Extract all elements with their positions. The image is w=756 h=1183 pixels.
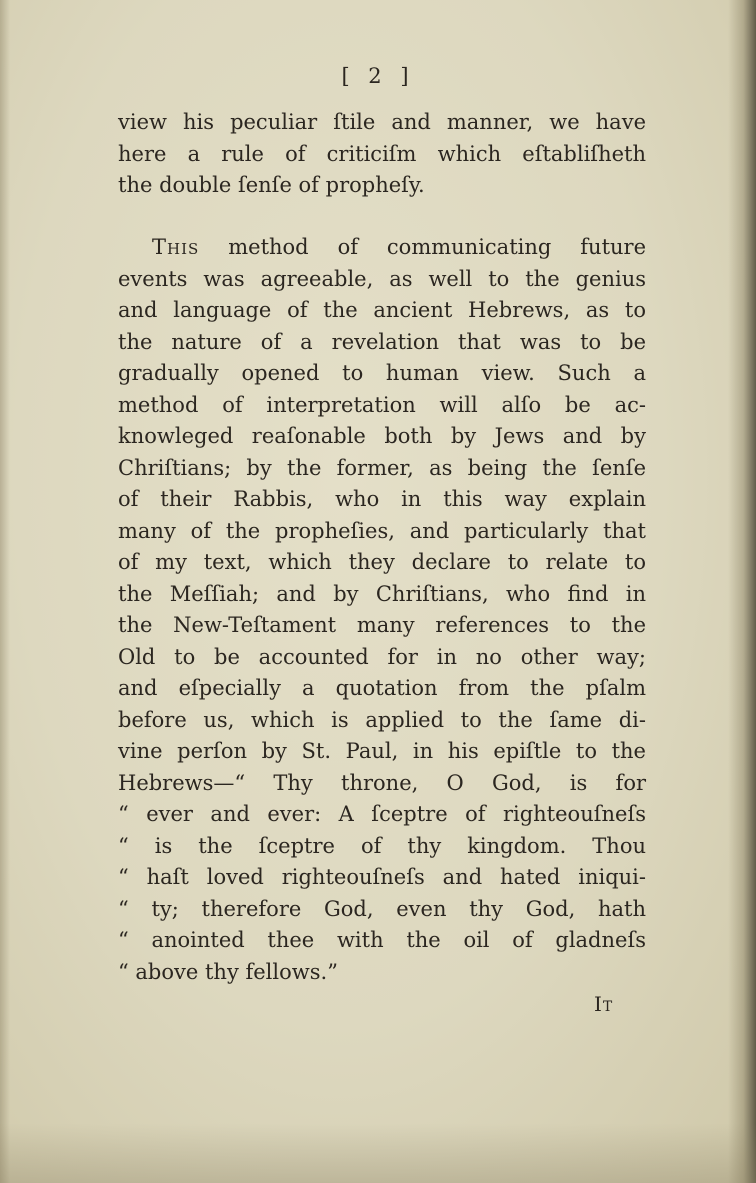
text-line: the double ſenſe of propheſy. [118,173,425,197]
text-line: the nature of a revelation that was to be [118,329,646,354]
text-line: and language of the ancient Hebrews, as to [118,298,646,322]
text-line: before us, which is applied to the ſame di- [118,707,646,732]
text-line: the Meſſiah; and by Chriſtians, who find in [118,581,646,606]
text-line: “ haſt loved righteouſneſs and hated iniqui- [118,865,646,889]
text-line: of their Rabbis, who in this way explain [118,487,646,511]
catchword: It [594,992,614,1016]
text-line: vine perſon by St. Paul, in his epiſtle to the [118,739,646,763]
text-line: method of interpretation will alſo be ac- [118,392,646,417]
text-line: “ is the ſceptre of thy kingdom. Thou [118,833,646,858]
text-line: “ ever and ever: A ſceptre of righteouſneſs [118,802,646,826]
text-line: “ anointed thee with the oil of gladneſs [118,928,646,952]
text-line-first [118,232,646,264]
text-line: Old to be accounted for in no other way; [118,644,646,669]
text-line: many of the propheſies, and particularly that [118,518,646,543]
paragraph-main [118,232,646,988]
text-line-rest: method of communicating future [199,235,646,259]
binding-shadow [728,0,756,1183]
text-line: view his peculiar ſtile and manner, we have [118,110,646,134]
paragraph-continuation [118,107,646,202]
text-line: events was agreeable, as well to the genius [118,266,646,291]
text-line: knowleged reaſonable both by Jews and by [118,424,646,448]
page-bottom-edge-shading [0,1123,756,1183]
text-line: “ ty; therefore God, even thy God, hath [118,896,646,921]
text-line: of my text, which they declare to relate to [118,550,646,574]
text-line: and eſpecially a quotation from the pſalm [118,676,646,700]
text-line: the New-Teſtament many references to the [118,613,646,637]
text-line: “ above thy fellows.” [118,959,338,984]
text-line: Chriſtians; by the former, as being the ſenſe [118,455,646,480]
page-left-edge-shading [0,0,10,1183]
page-number: [ 2 ] [341,64,415,88]
text-line: here a rule of criticiſm which eſtabliſheth [118,141,646,166]
text-line: gradually opened to human view. Such a [118,361,646,385]
paragraph-lead-word: This [152,235,200,259]
text-line: Hebrews—“ Thy throne, O God, is for [118,770,646,795]
